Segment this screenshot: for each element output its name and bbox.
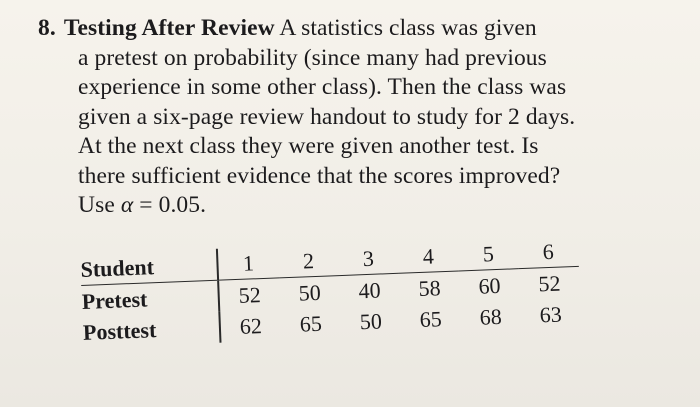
pretest-cell: 60 xyxy=(478,272,501,299)
posttest-cell: 65 xyxy=(419,305,443,332)
problem-8 xyxy=(38,14,678,221)
alpha-value: = 0.05. xyxy=(139,192,207,218)
posttest-cell: 63 xyxy=(539,301,563,327)
problem-line-5: At the next class they were given another test. Is xyxy=(78,133,539,159)
pretest-header: Pretest xyxy=(81,285,148,314)
student-cell: 5 xyxy=(458,237,519,271)
use-word: Use xyxy=(78,192,115,218)
problem-line-7 xyxy=(38,191,678,221)
pretest-cell: 52 xyxy=(218,278,280,312)
pretest-cell: 52 xyxy=(537,270,561,296)
problem-text-1: A statistics class was given xyxy=(279,15,537,41)
problem-line-1 xyxy=(38,14,678,44)
pretest-cell: 40 xyxy=(358,276,382,303)
problem-line-2: a pretest on probability (since many had previous xyxy=(78,44,547,71)
student-cell: 1 xyxy=(217,246,279,280)
posttest-cell: 65 xyxy=(299,310,323,337)
student-cell: 6 xyxy=(518,235,579,269)
problem-line-4: given a six-page review handout to study for 2 days. xyxy=(78,103,576,130)
posttest-cell: 68 xyxy=(479,303,503,330)
posttest-header: Posttest xyxy=(82,316,157,345)
problem-line-6: there sufficient evidence that the scores improved? xyxy=(78,162,561,189)
student-cell: 3 xyxy=(338,242,399,276)
student-header: Student xyxy=(80,249,218,286)
posttest-cell: 50 xyxy=(359,307,383,334)
problem-number: 8. xyxy=(38,15,56,41)
alpha-symbol: α xyxy=(120,192,134,218)
problem-title: Testing After Review xyxy=(63,15,275,41)
scores-table xyxy=(80,235,581,348)
problem-line-3: experience in some other class). Then the class was xyxy=(78,74,567,100)
posttest-cell: 62 xyxy=(219,309,281,342)
pretest-cell: 50 xyxy=(298,279,322,306)
student-cell: 4 xyxy=(398,239,459,273)
student-cell: 2 xyxy=(278,244,339,278)
pretest-cell: 58 xyxy=(418,274,442,301)
